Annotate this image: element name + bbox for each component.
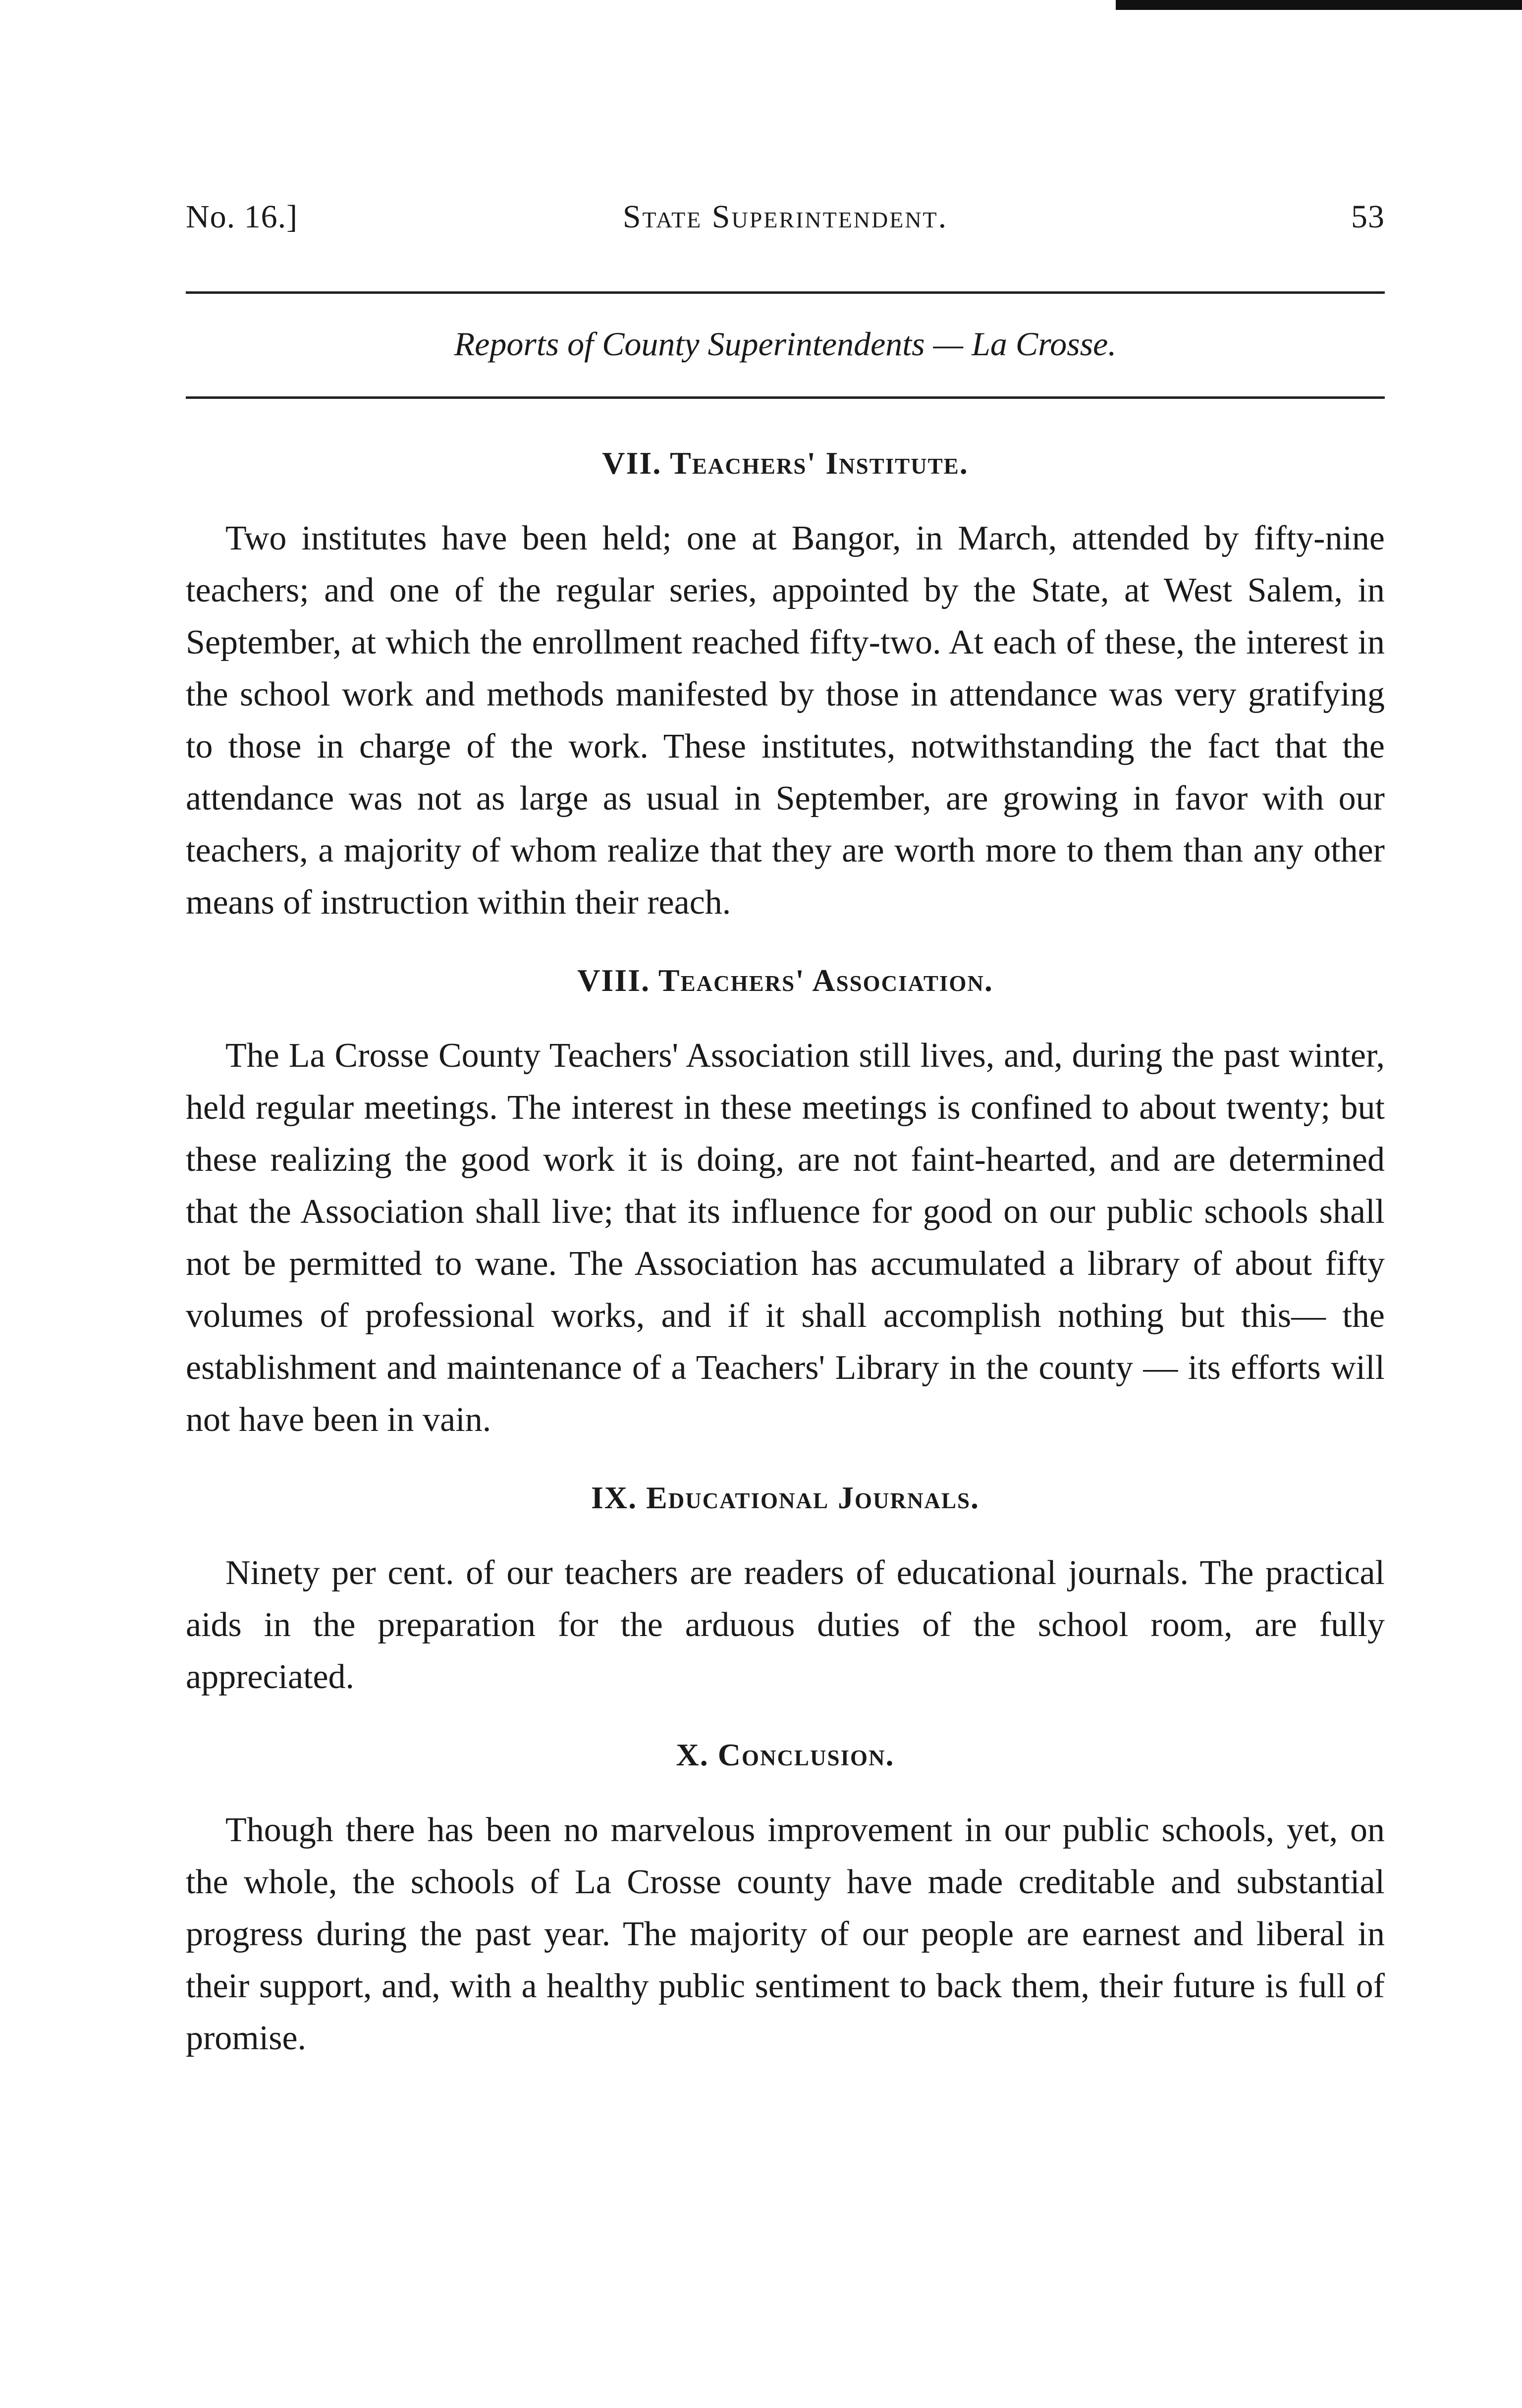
document-number: No. 16.] [186, 199, 298, 235]
header-rule-top [186, 291, 1385, 294]
header-title: State Superintendent. [622, 199, 948, 235]
header-rule-bottom [186, 396, 1385, 399]
spacer [186, 1008, 1385, 1030]
spacer [186, 929, 1385, 953]
running-header [186, 188, 1385, 248]
paragraph-educational-journals: Ninety per cent. of our teachers are readers of educational journals. The practical aids in the preparation for the arduous duties of the school room, are fully appreciated. [186, 1554, 1385, 1696]
paragraph-conclusion: Though there has been no marvelous improvement in our public schools, yet, on the whole, the schools of La Crosse county have made creditable and substantial progress during the past year. The majority of our people are earnest and liberal in their support, and, with a healthy public sentiment to back them, their future is full of promise. [186, 1811, 1385, 2057]
section-heading-teachers-association: VIII. Teachers' Association. [577, 963, 993, 998]
body-text [186, 436, 1385, 2064]
spacer [186, 1782, 1385, 1804]
page-number: 53 [1351, 199, 1385, 235]
spacer [186, 1446, 1385, 1471]
section-heading-conclusion: X. Conclusion. [676, 1737, 895, 1772]
section-heading-teachers-institute: VII. Teachers' Institute. [602, 445, 969, 481]
scan-edge-bar [1116, 0, 1522, 10]
spacer [186, 1703, 1385, 1728]
section-heading-educational-journals: IX. Educational Journals. [591, 1480, 980, 1515]
paragraph-teachers-association: The La Crosse County Teachers' Association still lives, and, during the past winter, held regular meetings. The interest in these meetings is confined to about twenty; but these realizing the good work it is doing, are not faint-hearted, and are determined that the Association shall live; that its influence for good on our public schools shall not be permitted to wane. The Association has accumulated a library of about fifty volumes of professional works, and if it shall accomplish nothing but this— the establishment and maintenance of a Teachers' Library in the county — its efforts will not have been in vain. [186, 1037, 1385, 1439]
paragraph-teachers-institute: Two institutes have been held; one at Bangor, in March, attended by fifty-nine teachers; and one of the regular series, appointed by the State, at West Salem, in September, at which the enrollment reached fifty-two. At each of these, the interest in the school work and methods manifested by those in attendance was very gratifying to those in charge of the work. These institutes, notwithstanding the fact that the attendance was not as large as usual in September, are growing in favor with our teachers, a majority of whom realize that they are worth more to them than any other means of instruction within their reach. [186, 519, 1385, 922]
section-subheader: Reports of County Superintendents — La Crosse. [454, 325, 1117, 363]
spacer [186, 491, 1385, 512]
spacer [186, 1525, 1385, 1547]
